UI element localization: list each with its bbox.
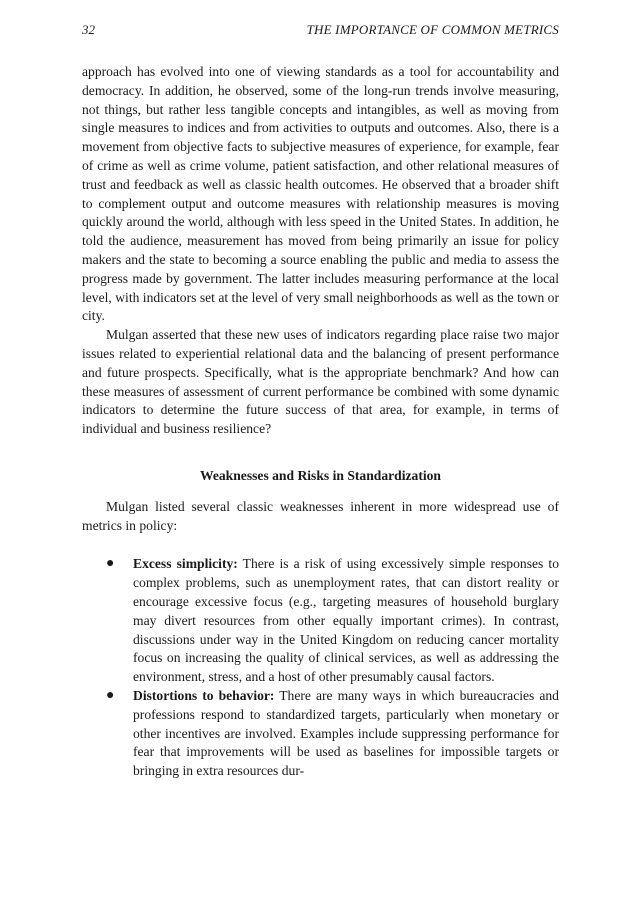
list-item-text: There are many ways in which bureaucracies and professions respond to standardized targets, particularly when monetary or other incentives are involved. Examples include suppressing performance for fear that improvements will be used as baselines for impossible targets or bringing in extra resources dur- <box>133 687 559 779</box>
list-item <box>82 687 559 781</box>
section-intro: Mulgan listed several classic weaknesses inherent in more widespread use of metrics in policy: <box>82 498 559 533</box>
weakness-list <box>82 555 559 781</box>
bullet-icon: ● <box>106 556 115 572</box>
running-title: THE IMPORTANCE OF COMMON METRICS <box>306 22 559 37</box>
list-item <box>82 555 559 687</box>
list-item-term: Excess simplicity: <box>133 556 238 572</box>
bullet-icon: ● <box>106 687 115 703</box>
list-item-text: There is a risk of using excessively simple responses to complex problems, such as unemployment rates, that can distort reality or encourage excessive focus (e.g., targeting measures of household burglary may divert resources from other equally important crimes). In contrast, discussions under way in the United Kingdom on reducing cancer mortality focus on increasing the quality of clinical services, as well as addressing the environment, stress, and a host of other presumably causal factors. <box>133 556 559 685</box>
body-text <box>82 63 559 781</box>
paragraph-2: Mulgan asserted that these new uses of indicators regarding place raise two major issues related to experiential relational data and the balancing of present performance and future prospects. Specifically, what is the appropriate benchmark? And how can these measures of assessment of current performance be combined with some dynamic indicators to determine the future success of that area, for example, in terms of individual and business resilience? <box>82 327 559 437</box>
list-item-term: Distortions to behavior: <box>133 687 275 703</box>
page-number: 32 <box>82 22 95 37</box>
paragraph-1: approach has evolved into one of viewing standards as a tool for accountability and democracy. In addition, he observed, some of the long-run trends involve measuring, not things, but rather less tangible concepts and intangibles, as well as moving from single measures to indices and from activities to outputs and outcomes. Also, there is a movement from objective facts to subjective measures of experience, for example, fear of crime as well as crime volume, patient satisfaction, and other relational measures of trust and feedback as well as classic health outcomes. He observed that a broader shift to complement output and outcome measures with relationship measures is moving quickly around the world, although with less speed in the United States. In addition, he told the audience, measurement has moved from being primarily an issue for policy makers and the state to becoming a source enabling the public and media to assess the progress made by government. The latter includes measuring performance at the local level, with indicators set at the level of very small neighborhoods as well as the town or city. <box>82 64 559 324</box>
section-heading: Weaknesses and Risks in Standardization <box>200 467 441 483</box>
